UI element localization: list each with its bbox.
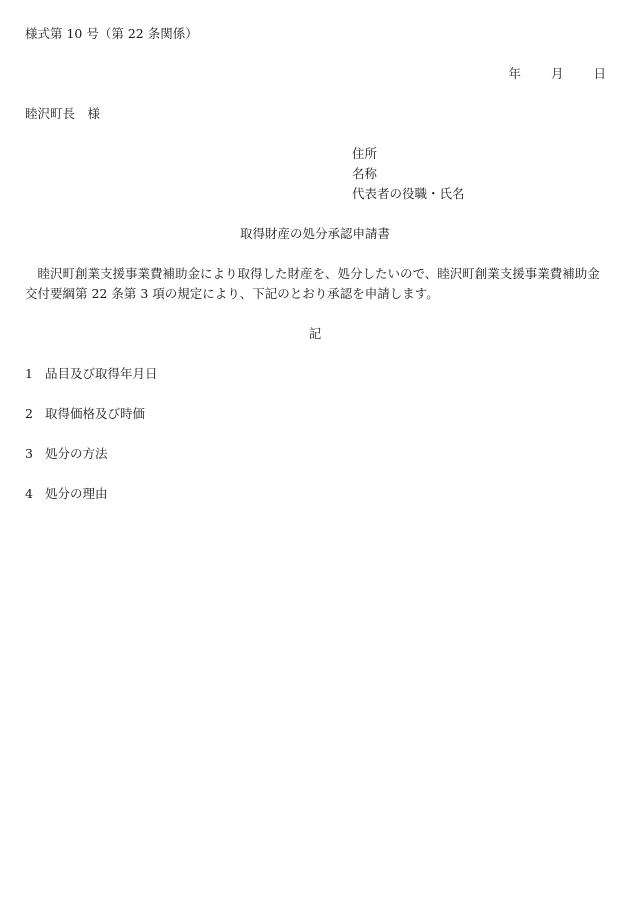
applicant-name-label: 名称 xyxy=(352,166,378,181)
ki-heading: 記 xyxy=(308,326,322,341)
addressee: 睦沢町長 様 xyxy=(25,106,101,121)
item-label: 処分の方法 xyxy=(45,446,108,461)
applicant-representative-label: 代表者の役職・氏名 xyxy=(352,186,465,201)
list-item xyxy=(25,484,108,504)
date-year-label: 年 xyxy=(508,66,521,81)
list-item xyxy=(25,364,158,384)
item-number: 1 xyxy=(25,366,33,381)
form-number: 様式第 10 号（第 22 条関係） xyxy=(25,26,198,41)
date-day-label: 日 xyxy=(593,66,606,81)
item-label: 処分の理由 xyxy=(45,486,108,501)
item-label: 品目及び取得年月日 xyxy=(45,366,158,381)
list-item xyxy=(25,404,145,424)
date-month-label: 月 xyxy=(550,66,564,81)
item-number: 2 xyxy=(25,406,33,421)
list-item xyxy=(25,444,108,464)
item-number: 3 xyxy=(25,446,33,461)
item-number: 4 xyxy=(25,486,33,501)
item-label: 取得価格及び時価 xyxy=(45,406,146,421)
date-line xyxy=(508,64,606,84)
body-paragraph: 睦沢町創業支援事業費補助金により取得した財産を、処分したいので、睦沢町創業支援事業費補助金交付要綱第 22 条第 3 項の規定により、下記のとおり承認を申請します。 xyxy=(25,266,600,301)
applicant-address-label: 住所 xyxy=(352,146,378,161)
document-title: 取得財産の処分承認申請書 xyxy=(239,226,390,241)
